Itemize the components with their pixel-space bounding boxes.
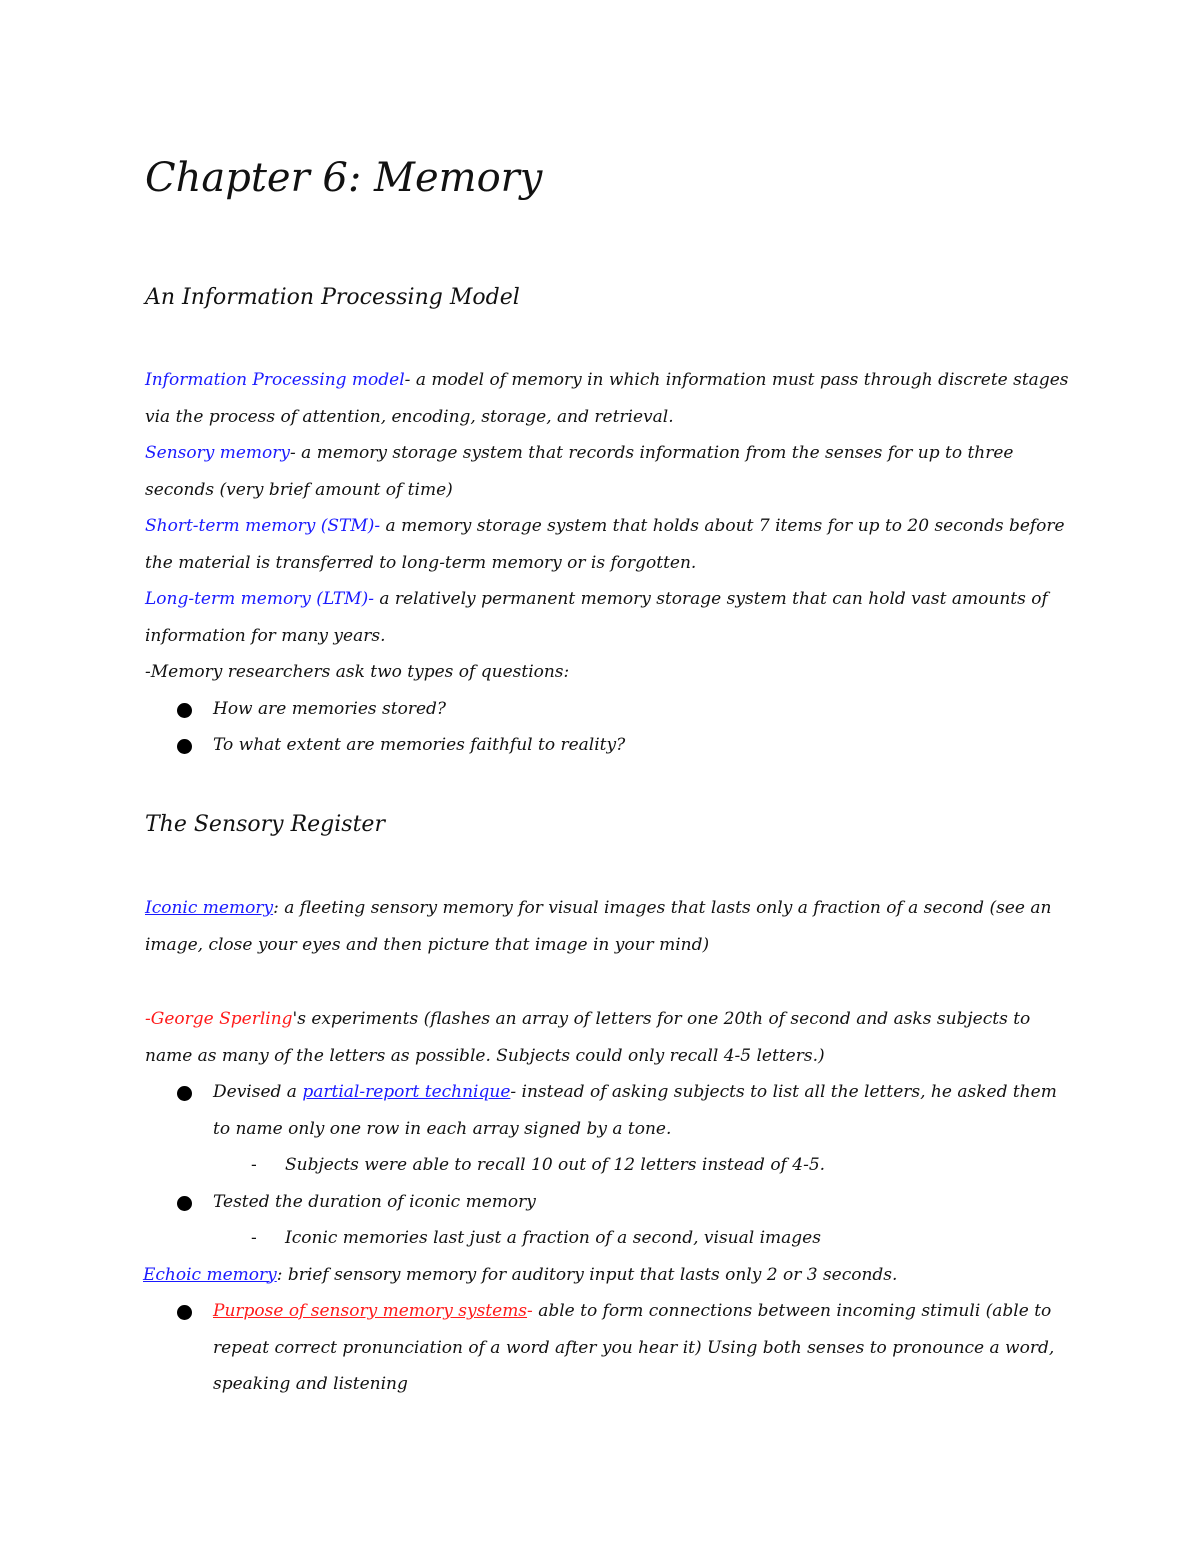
section-heading-information-processing: An Information Processing Model <box>145 285 520 310</box>
list-item: How are memories stored? <box>145 691 1075 728</box>
definition-text: a memory storage system that holds about 7 items for up to 20 seconds before the material is transferred to long-term memory or is forgotten. <box>145 516 1065 573</box>
term-separator: - <box>368 589 374 609</box>
sperling-block <box>145 1001 1075 1403</box>
term-separator: - <box>290 443 296 463</box>
definition-text: a model of memory in which information must pass through discrete stages via the process of attention, encoding, storage, and retrieval. <box>145 370 1069 427</box>
questions-list <box>145 691 1075 764</box>
sub-list-item: - Subjects were able to recall 10 out of 12 letters instead of 4-5. <box>145 1147 1075 1184</box>
list-item <box>145 1293 1075 1403</box>
definition-text: brief sensory memory for auditory input that lasts only 2 or 3 seconds. <box>282 1264 898 1285</box>
term-separator: - <box>374 516 381 536</box>
term-long-term-memory: Long-term memory (LTM) <box>145 589 369 609</box>
definition-sensory-memory <box>145 435 1075 508</box>
bullet-text: - instead of asking subjects to list all the letters, he asked them to name only one row in each array signed by a tone. <box>213 1082 1057 1139</box>
term-sensory-memory: Sensory memory <box>145 443 291 463</box>
page-title: Chapter 6: Memory <box>145 155 543 201</box>
term-separator: - <box>404 370 411 390</box>
list-item: To what extent are memories faithful to reality? <box>145 727 1075 764</box>
bullet-text: Devised a <box>213 1082 303 1102</box>
term-short-term-memory: Short-term memory (STM) <box>145 516 375 536</box>
term-information-processing-model: Information Processing model <box>145 370 405 390</box>
term-partial-report-technique: partial-report technique <box>302 1082 511 1102</box>
definition-echoic-memory <box>143 1257 1075 1294</box>
list-item <box>145 1074 1075 1147</box>
definitions-block <box>145 362 1075 764</box>
term-iconic-memory: Iconic memory <box>145 898 274 918</box>
sperling-paragraph <box>145 1001 1075 1074</box>
list-item: Tested the duration of iconic memory <box>145 1184 1075 1221</box>
term-separator: - <box>527 1301 533 1321</box>
questions-intro: -Memory researchers ask two types of questions: <box>145 662 570 682</box>
term-separator: : <box>276 1264 283 1285</box>
definition-information-processing-model <box>145 362 1075 435</box>
echoic-list <box>145 1293 1075 1403</box>
person-george-sperling: George Sperling <box>150 1009 293 1029</box>
term-echoic-memory: Echoic memory <box>143 1264 277 1285</box>
definition-iconic-memory <box>145 890 1075 963</box>
definition-text: a fleeting sensory memory for visual images that lasts only a fraction of a second (see an image, close your eyes and then picture that image in your mind) <box>145 898 1052 955</box>
section-heading-sensory-register: The Sensory Register <box>145 812 385 837</box>
definition-text: a memory storage system that records information from the senses for up to three seconds (very brief amount of time) <box>145 443 1014 500</box>
iconic-memory-block <box>145 890 1075 963</box>
definition-text: a relatively permanent memory storage system that can hold vast amounts of information for many years. <box>145 589 1048 646</box>
bullet-text: able to form connections between incoming stimuli (able to repeat correct pronunciation of a word after you hear it) Using both senses to pronounce a word, speaking and listening <box>213 1301 1055 1394</box>
sperling-text: 's experiments (flashes an array of letters for one 20th of second and asks subjects to name as many of the letters as possible. Subjects could only recall 4-5 letters.) <box>145 1009 1031 1066</box>
sub-list-item: - Iconic memories last just a fraction of a second, visual images <box>145 1220 1075 1257</box>
term-purpose-of-sensory-memory-systems: Purpose of sensory memory systems <box>213 1301 528 1321</box>
term-separator: : <box>273 898 279 918</box>
dash: - <box>145 1009 151 1029</box>
definition-long-term-memory <box>145 581 1075 654</box>
sperling-list <box>145 1074 1075 1257</box>
definition-short-term-memory <box>145 508 1075 581</box>
